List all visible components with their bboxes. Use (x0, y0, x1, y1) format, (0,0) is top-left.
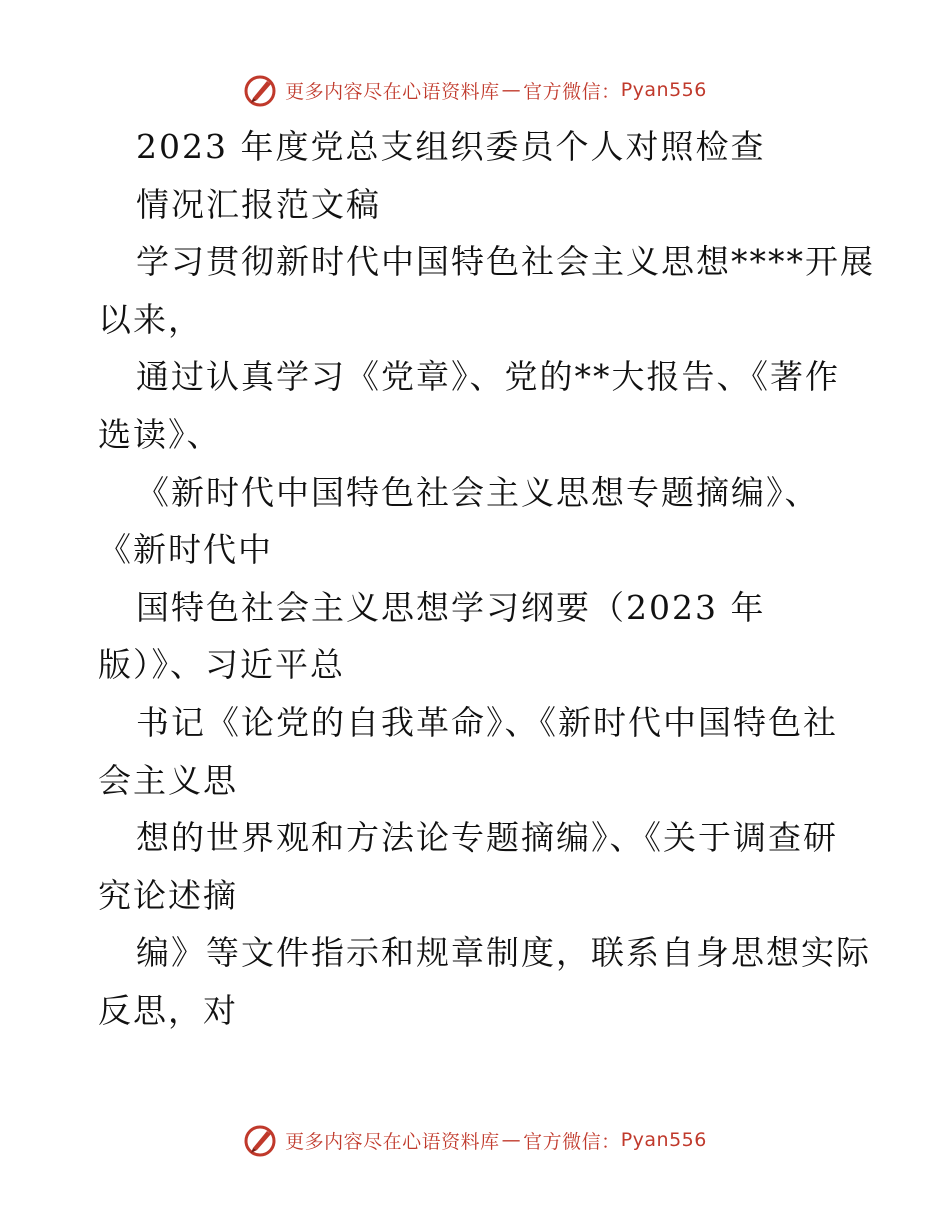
banner-text: 更多内容尽在心语资料库 (285, 1130, 500, 1153)
paragraph-line: 以来， (98, 299, 203, 339)
banner-separator: — (501, 79, 522, 101)
paragraph-line: 国特色社会主义思想学习纲要（2023 年 (136, 587, 766, 627)
footer-banner (0, 1122, 950, 1158)
banner-text: 更多内容尽在心语资料库 (285, 80, 500, 103)
header-banner (0, 72, 950, 108)
document-body (98, 118, 875, 1040)
paragraph-line: 版）》、习近平总 (98, 645, 345, 685)
document-title-line: 情况汇报范文稿 (136, 184, 381, 224)
pen-logo-icon (243, 1122, 279, 1158)
paragraph-line: 想的世界观和方法论专题摘编》、《关于调查研 (136, 818, 838, 858)
paragraph-line: 会主义思 (98, 760, 238, 800)
banner-wechat-id: Pyan556 (620, 79, 707, 101)
banner-wechat-label: 官方微信： (523, 80, 621, 103)
banner-separator: — (501, 1129, 522, 1151)
paragraph-line: 编》等文件指示和规章制度，联系自身思想实际 (136, 933, 871, 973)
pen-logo-icon (243, 72, 279, 108)
paragraph-line: 《新时代中 (98, 530, 273, 570)
banner-wechat-label: 官方微信： (523, 1130, 621, 1153)
paragraph-line: 通过认真学习《党章》、党的**大报告、《著作 (136, 357, 840, 397)
paragraph-line: 反思，对 (98, 990, 238, 1030)
paragraph-line: 《新时代中国特色社会主义思想专题摘编》、 (136, 472, 820, 512)
paragraph-line: 究论述摘 (98, 875, 238, 915)
banner-wechat-id: Pyan556 (620, 1129, 707, 1151)
paragraph-line: 书记《论党的自我革命》、《新时代中国特色社 (136, 702, 838, 742)
paragraph-line: 学习贯彻新时代中国特色社会主义思想****开展 (136, 242, 875, 282)
document-title-line: 2023 年度党总支组织委员个人对照检查 (136, 127, 766, 166)
paragraph-line: 选读》、 (98, 414, 222, 454)
